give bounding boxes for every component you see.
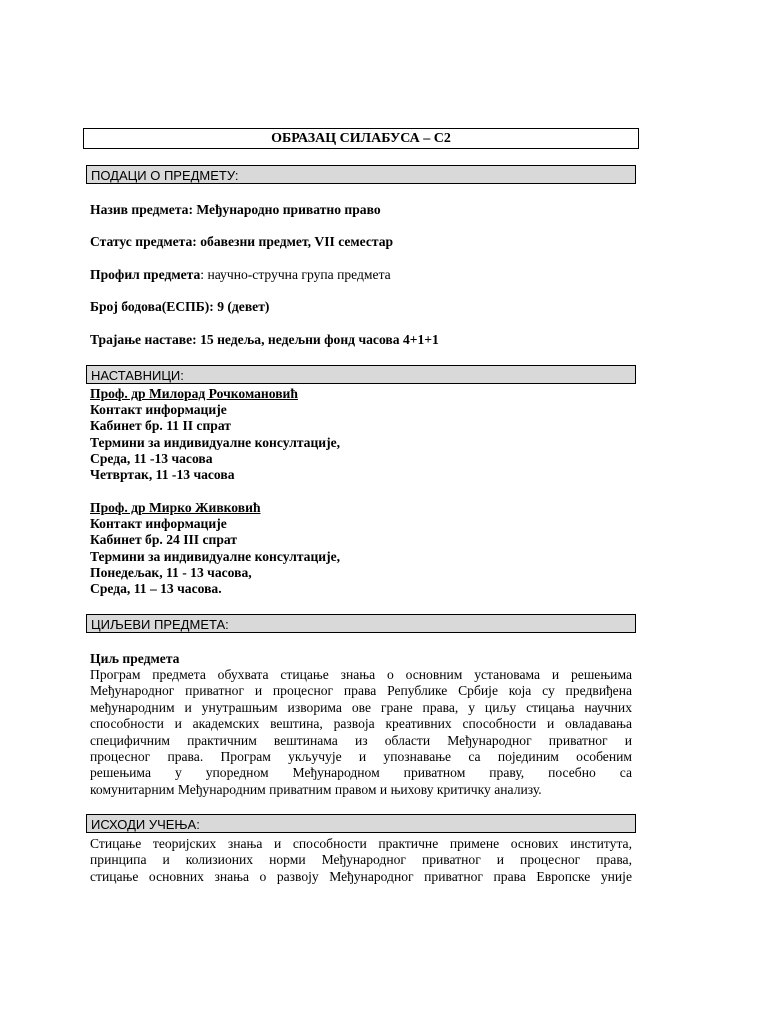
outcomes-line: стицање основних знања о развоју Међународног приватног права Европске уније <box>90 868 632 884</box>
teacher2-contact: Контакт информације <box>90 516 227 531</box>
teacher2-day2: Среда, 11 – 13 часова. <box>90 581 222 596</box>
subject-duration: Трајање наставе: 15 недеља, недељни фонд часова 4+1+1 <box>90 332 439 347</box>
outcomes-paragraph <box>90 836 632 885</box>
teacher2-day1: Понедељак, 11 - 13 часова, <box>90 565 252 580</box>
teacher1-consult: Термини за индивидуалне консултације, <box>90 435 341 450</box>
goals-line: процесног права. Програм укључује и упознавање са појединим особеним <box>90 749 632 765</box>
teacher1-office: Кабинет бр. 11 II спрат <box>90 418 231 433</box>
goals-line: специфичним практичним вештинама из области Међународног приватног и <box>90 732 632 748</box>
section-teachers: НАСТАВНИЦИ: <box>86 365 636 384</box>
outcomes-line: принципа и колизионих норми Међународног приватног и процесног права, <box>90 852 632 868</box>
outcomes-line: Стицање теоријских знања и способности практичне примене основих института, <box>90 836 632 851</box>
subject-profile-label: Профил предмета <box>90 267 201 282</box>
teacher2-office: Кабинет бр. 24 III спрат <box>90 532 238 547</box>
teacher1-day2: Четвртак, 11 -13 часова <box>90 467 235 482</box>
goals-line: решењима у упоредном Међународном приватном праву, посебно са <box>90 765 632 781</box>
goals-line: Међународног приватног и процесног права Републике Србије која су предвиђена <box>90 683 632 699</box>
goals-line: комунитарним Међународним приватним правом и њихову критичку анализу. <box>90 781 542 797</box>
goals-line: међународним и унутрашњим изворима ове гране права, у циљу стицања научних <box>90 699 632 715</box>
subject-name <box>90 202 381 219</box>
teacher2-consult: Термини за индивидуалне консултације, <box>90 549 341 564</box>
subject-name-label: Назив предмета: <box>90 202 193 217</box>
section-subject-data: ПОДАЦИ О ПРЕДМЕТУ: <box>86 165 636 184</box>
subject-credits: Број бодова(ЕСПБ): 9 (девет) <box>90 299 270 314</box>
subject-name-value: Међународно приватно право <box>196 202 381 217</box>
goals-line: Програм предмета обухвата стицање знања о основним установама и решењима <box>90 667 632 682</box>
subject-status <box>90 234 393 251</box>
teacher1-name: Проф. др Милорад Рочкомановић <box>90 386 298 401</box>
subject-status-value: обавезни предмет, VII семестар <box>200 234 394 249</box>
document-title: ОБРАЗАЦ СИЛАБУСА – С2 <box>83 128 639 149</box>
teacher1-contact: Контакт информације <box>90 402 227 417</box>
goals-line: способности и академских вештина, развоја креативних способности и овладавања <box>90 716 632 732</box>
goals-paragraph <box>90 667 632 798</box>
teacher1-day1: Среда, 11 -13 часова <box>90 451 213 466</box>
section-goals: ЦИЉЕВИ ПРЕДМЕТА: <box>86 614 636 633</box>
subject-profile-value: : научно-стручна група предмета <box>200 267 391 282</box>
goals-heading: Циљ предмета <box>90 651 180 666</box>
teacher2-name: Проф. др Мирко Живковић <box>90 500 261 515</box>
section-outcomes: ИСХОДИ УЧЕЊА: <box>86 814 636 833</box>
subject-status-label: Статус предмета: <box>90 234 197 249</box>
subject-profile <box>90 267 391 284</box>
